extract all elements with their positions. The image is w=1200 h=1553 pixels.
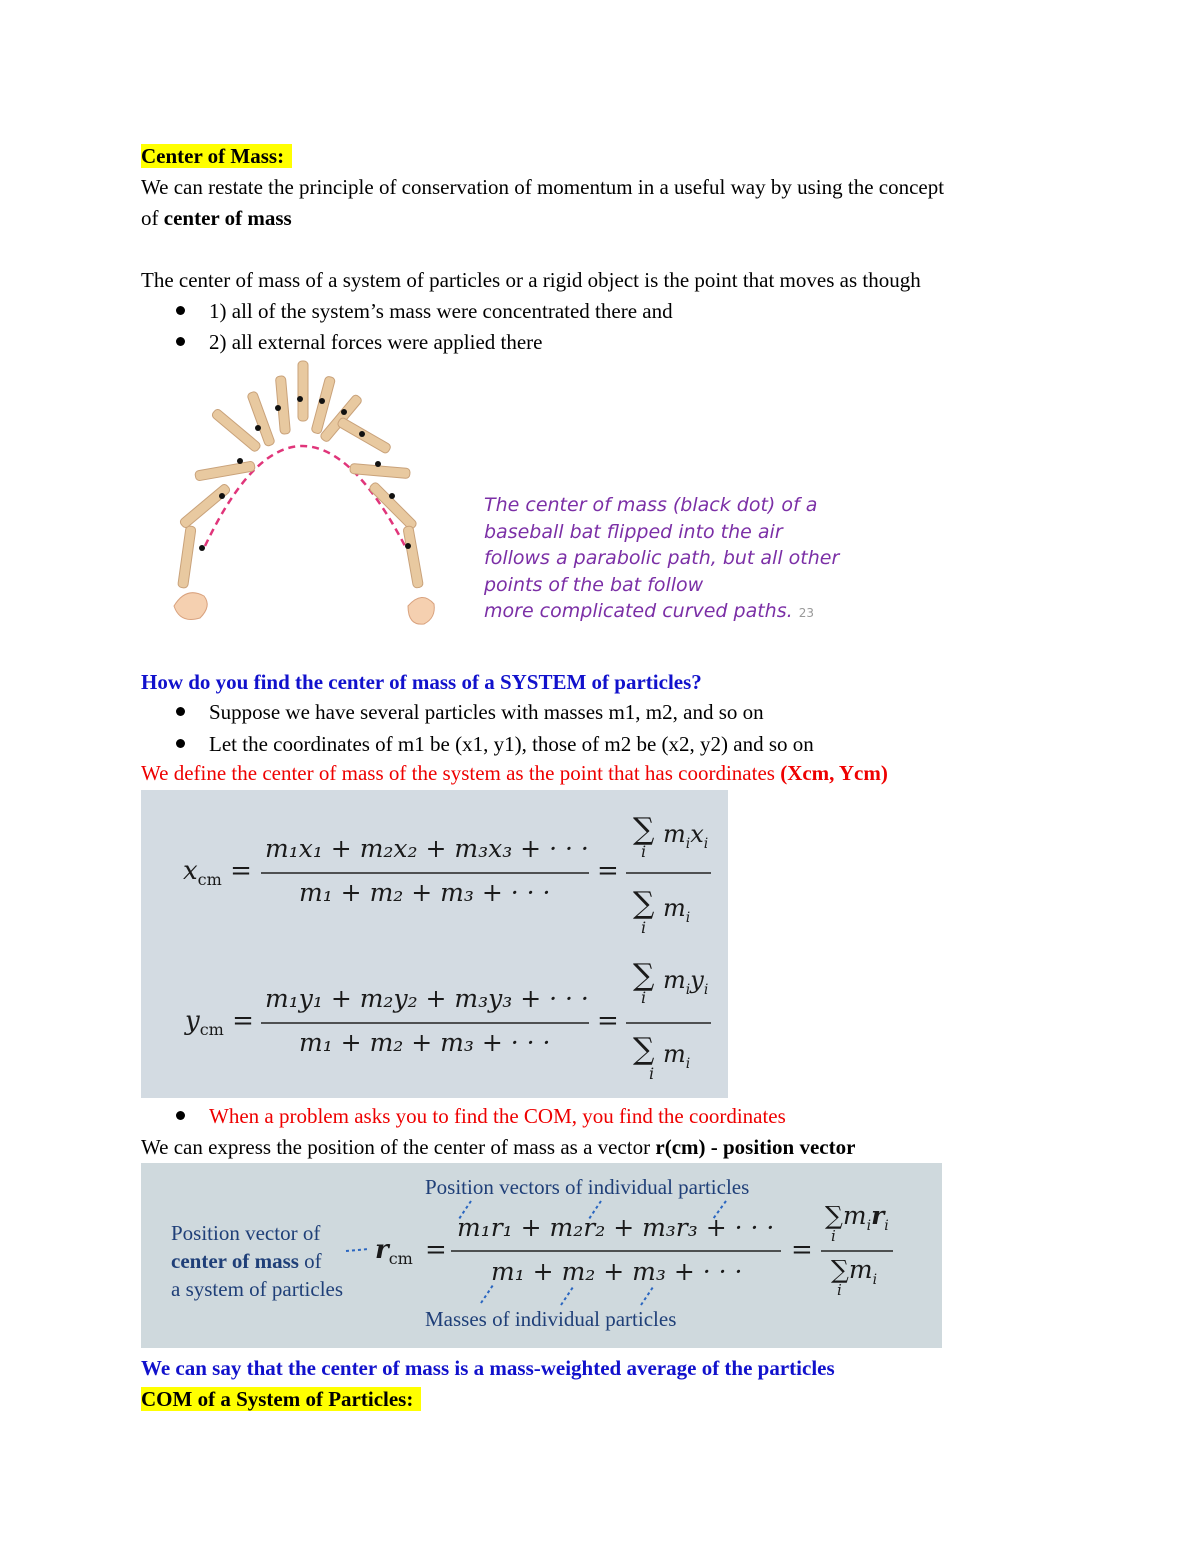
xcm-sum-denominator: $m_i$ xyxy=(663,894,691,926)
define-line: We define the center of mass of the system as the point that has coordinates (Xcm, Ycm) xyxy=(141,761,888,785)
sigma-icon: ∑ xyxy=(633,1032,655,1067)
rcm-denominator: m₁ + m₂ + m₃ + · · · xyxy=(491,1257,743,1286)
bullet-icon xyxy=(176,739,185,748)
ycm-sum-numerator: $m_iy_i$ xyxy=(663,966,709,998)
figure-page-number: 23 xyxy=(798,606,814,620)
label-position-vectors: Position vectors of individual particles xyxy=(425,1175,750,1199)
rcm-sum-numerator: $\sum m_ir_i$ xyxy=(825,1201,889,1234)
sum-index: i xyxy=(837,1281,842,1299)
bullet-icon xyxy=(176,707,185,716)
bullet-item: When a problem asks you to find the COM, you find the coordinates xyxy=(176,1102,786,1130)
ycm-denominator: m₁ + m₂ + m₃ + · · · xyxy=(299,1028,551,1057)
sum-index: i xyxy=(649,1064,655,1083)
definition-line: The center of mass of a system of particles or a rigid object is the point that moves as though xyxy=(141,268,921,292)
equals-sign: = xyxy=(597,1006,619,1036)
ycm-sum-denominator: $m_i$ xyxy=(663,1040,691,1072)
center-of-mass-term: center of mass xyxy=(163,206,292,230)
sigma-icon: ∑ xyxy=(633,958,655,993)
bullet-icon xyxy=(176,1111,185,1120)
rcm-numerator: m₁r₁ + m₂r₂ + m₃r₃ + · · · xyxy=(457,1213,775,1242)
sigma-icon: ∑ xyxy=(633,886,655,921)
ycm-numerator: m₁y₁ + m₂y₂ + m₃y₃ + · · · xyxy=(265,984,589,1013)
heading-center-of-mass: Center of Mass: xyxy=(141,142,292,170)
equals-sign: = xyxy=(597,856,619,886)
xcm-sum-numerator: $m_ix_i$ xyxy=(663,820,709,852)
mass-weighted-statement: We can say that the center of mass is a mass-weighted average of the particles xyxy=(141,1356,835,1380)
bat-trajectory-figure xyxy=(160,356,460,630)
com-coordinate-equations xyxy=(141,790,728,1098)
question-heading: How do you find the center of mass of a SYSTEM of particles? xyxy=(141,670,702,694)
xcm-lhs: $x_{cm}$ = xyxy=(183,856,252,890)
equals-sign: = xyxy=(791,1235,813,1265)
label-masses: Masses of individual particles xyxy=(425,1307,677,1331)
heading-com-system: COM of a System of Particles: xyxy=(141,1385,421,1413)
label-position-vector-of: Position vector of xyxy=(171,1221,321,1245)
intro-line-2: of center of mass xyxy=(141,206,292,230)
xcm-numerator: m₁x₁ + m₂x₂ + m₃x₃ + · · · xyxy=(265,834,589,863)
vector-line: We can express the position of the center of mass as a vector r(cm) - position vector xyxy=(141,1135,856,1159)
bullet-item: Let the coordinates of m1 be (x1, y1), those of m2 be (x2, y2) and so on xyxy=(176,730,814,758)
sum-index: i xyxy=(831,1227,836,1245)
figure-caption: The center of mass (black dot) of a baseball bat flipped into the air follows a parabolic path, but all other points of the bat follow more complicated curved paths. 23 xyxy=(484,494,840,622)
sigma-icon: ∑ xyxy=(633,812,655,847)
sum-index: i xyxy=(641,988,647,1007)
position-vector-equation xyxy=(141,1163,942,1348)
sum-index: i xyxy=(641,842,647,861)
equals-sign: = xyxy=(425,1235,447,1265)
bullet-item: 2) all external forces were applied there xyxy=(176,328,543,356)
intro-line-1: We can restate the principle of conservation of momentum in a useful way by using the concept xyxy=(141,175,945,199)
label-center-of-mass: center of mass of xyxy=(171,1249,322,1273)
bullet-item: 1) all of the system’s mass were concentrated there and xyxy=(176,297,673,325)
sum-index: i xyxy=(641,918,647,937)
rcm-lhs: $r_{cm}$ xyxy=(375,1235,413,1269)
bullet-icon xyxy=(176,337,185,346)
label-system-of-particles: a system of particles xyxy=(171,1277,344,1301)
xcm-denominator: m₁ + m₂ + m₃ + · · · xyxy=(299,878,551,907)
rcm-sum-denominator: $\sum m_i$ xyxy=(831,1255,878,1288)
bullet-icon xyxy=(176,306,185,315)
bullet-item: Suppose we have several particles with masses m1, m2, and so on xyxy=(176,698,764,726)
ycm-lhs: $y_{cm}$ = xyxy=(185,1006,254,1040)
